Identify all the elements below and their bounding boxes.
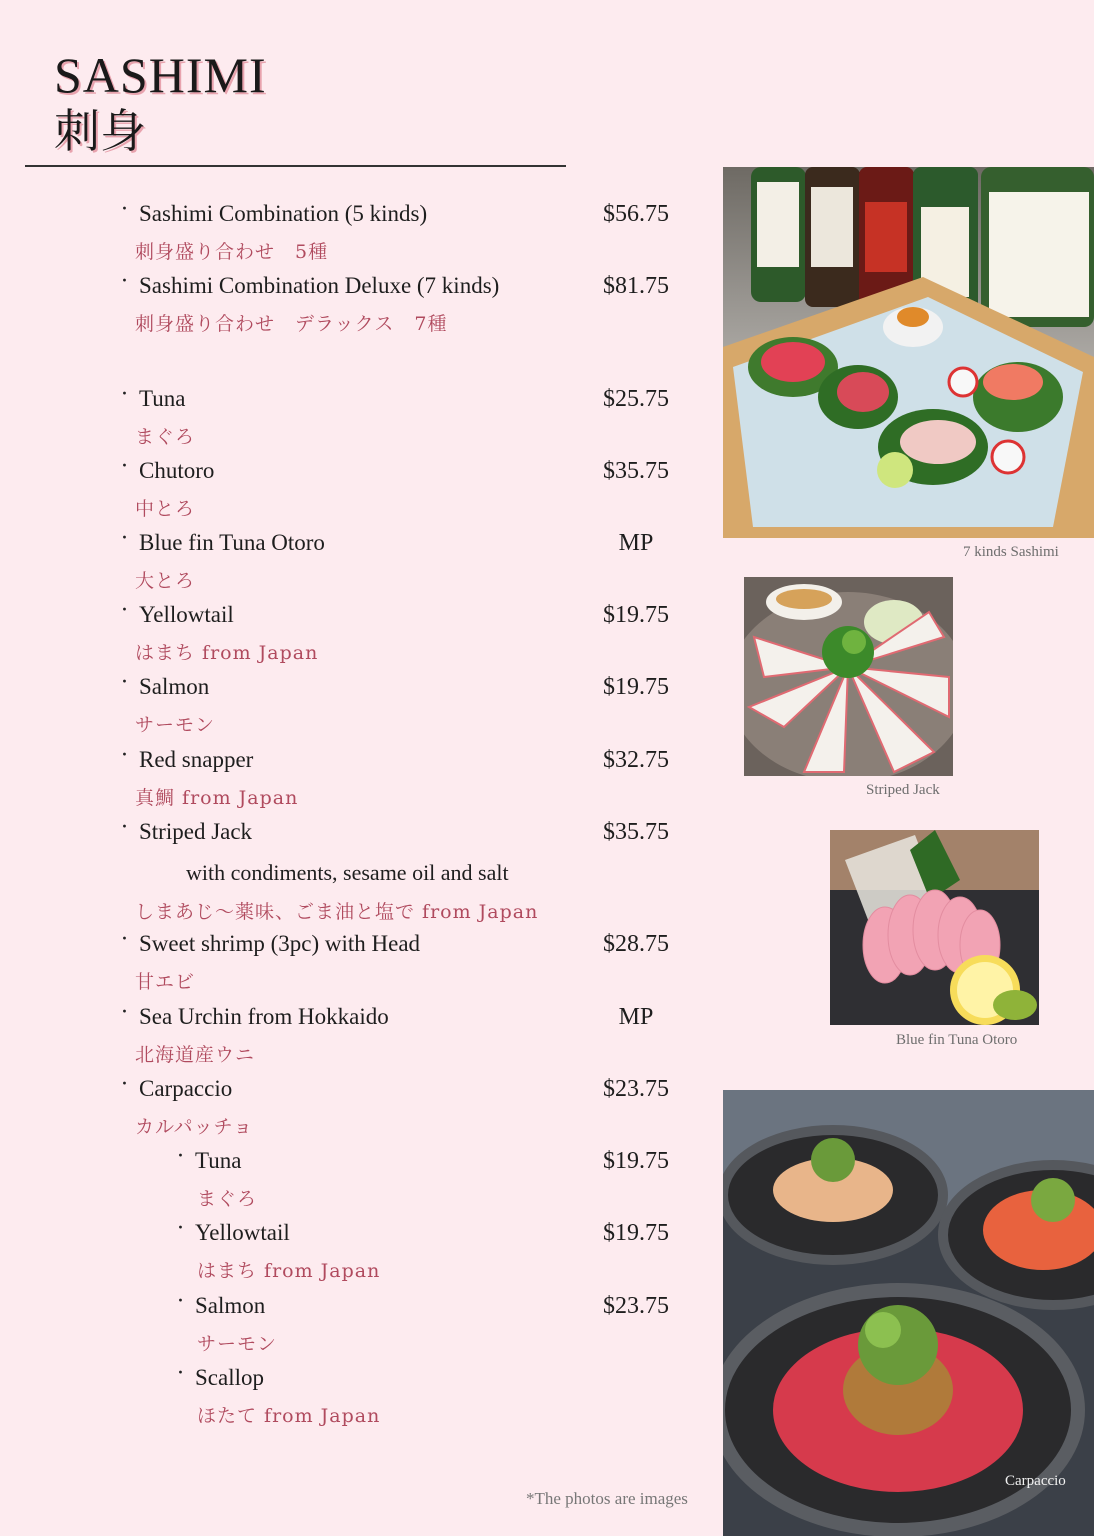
bullet-icon: · — [121, 197, 128, 222]
item-name-jp: カルパッチョ — [135, 1116, 254, 1138]
item-price: $56.75 — [603, 201, 669, 227]
item-name: Sashimi Combination Deluxe (7 kinds) — [139, 273, 500, 298]
item-price: $23.75 — [603, 1076, 669, 1102]
bullet-icon: · — [121, 454, 128, 479]
striped-jack-photo — [744, 577, 953, 776]
item-name-jp: サーモン — [197, 1333, 278, 1355]
bullet-icon: · — [177, 1216, 184, 1241]
item-name-jp: しまあじ～薬味、ごま油と塩で from Japan — [135, 901, 539, 923]
bullet-icon: · — [121, 1072, 128, 1097]
carpaccio-illustration — [723, 1090, 1094, 1536]
item-name: Carpaccio — [139, 1076, 233, 1101]
item-name: Chutoro — [139, 458, 215, 483]
item-name: Salmon — [139, 674, 210, 699]
item-note: with condiments, sesame oil and salt — [186, 860, 509, 885]
item-price: $28.75 — [603, 931, 669, 957]
bullet-icon: · — [121, 382, 128, 407]
carpaccio-photo — [723, 1090, 1094, 1536]
sashimi-platter-illustration — [723, 167, 1094, 538]
bullet-icon: · — [121, 526, 128, 551]
item-price: $19.75 — [603, 674, 669, 700]
item-price: $19.75 — [603, 1220, 669, 1246]
item-name: Blue fin Tuna Otoro — [139, 530, 325, 555]
item-name: Yellowtail — [139, 602, 234, 627]
otoro-caption: Blue fin Tuna Otoro — [896, 1032, 1018, 1048]
item-price: $19.75 — [603, 602, 669, 628]
item-name: Sweet shrimp (3pc) with Head — [139, 931, 421, 956]
carpaccio-caption: Carpaccio — [1005, 1473, 1066, 1489]
bullet-icon: · — [121, 598, 128, 623]
item-name-jp: はまち from Japan — [135, 642, 319, 664]
item-name-jp: 刺身盛り合わせ デラックス 7種 — [135, 313, 448, 335]
item-name-jp: ほたて from Japan — [197, 1405, 381, 1427]
item-name-jp: 大とろ — [135, 570, 196, 592]
item-name-jp: 中とろ — [135, 498, 196, 520]
item-price: $81.75 — [603, 273, 669, 299]
item-price: $23.75 — [603, 1293, 669, 1319]
item-name-jp: 北海道産ウニ — [135, 1044, 256, 1066]
item-name-jp: まぐろ — [197, 1188, 258, 1210]
otoro-illustration — [830, 830, 1039, 1025]
item-price: $35.75 — [603, 819, 669, 845]
item-name-jp: はまち from Japan — [197, 1260, 381, 1282]
item-price: $19.75 — [603, 1148, 669, 1174]
item-name: Red snapper — [139, 747, 254, 772]
bullet-icon: · — [121, 927, 128, 952]
item-name-jp: まぐろ — [135, 426, 196, 448]
bullet-icon: · — [121, 815, 128, 840]
item-name: Tuna — [139, 386, 186, 411]
item-name: Striped Jack — [139, 819, 253, 844]
item-name-jp: 刺身盛り合わせ 5種 — [135, 241, 329, 263]
item-price: MP — [618, 1004, 654, 1030]
title-japanese: 刺身 — [54, 104, 146, 158]
bullet-icon: · — [121, 670, 128, 695]
sashimi-platter-caption: 7 kinds Sashimi — [963, 544, 1059, 560]
bullet-icon: · — [177, 1289, 184, 1314]
bullet-icon: · — [121, 1000, 128, 1025]
item-name-jp: 真鯛 from Japan — [135, 787, 299, 809]
item-price: MP — [618, 530, 654, 556]
item-price: $25.75 — [603, 386, 669, 412]
striped-jack-illustration — [744, 577, 953, 776]
item-name-jp: サーモン — [135, 714, 216, 736]
item-price: $32.75 — [603, 747, 669, 773]
striped-jack-caption: Striped Jack — [866, 782, 940, 798]
bullet-icon: · — [121, 269, 128, 294]
item-name-jp: 甘エビ — [135, 971, 196, 993]
bullet-icon: · — [177, 1361, 184, 1386]
item-name: Tuna — [195, 1148, 242, 1173]
item-name: Yellowtail — [195, 1220, 290, 1245]
item-name: Salmon — [195, 1293, 266, 1318]
title-english: SASHIMI — [54, 47, 267, 103]
item-name: Sea Urchin from Hokkaido — [139, 1004, 389, 1029]
bullet-icon: · — [121, 743, 128, 768]
title-divider — [25, 165, 566, 167]
item-name: Sashimi Combination (5 kinds) — [139, 201, 428, 226]
otoro-photo — [830, 830, 1039, 1025]
sashimi-platter-photo — [723, 167, 1094, 538]
bullet-icon: · — [177, 1144, 184, 1169]
item-name: Scallop — [195, 1365, 264, 1390]
item-price: $35.75 — [603, 458, 669, 484]
photo-disclaimer: *The photos are images — [526, 1489, 688, 1508]
